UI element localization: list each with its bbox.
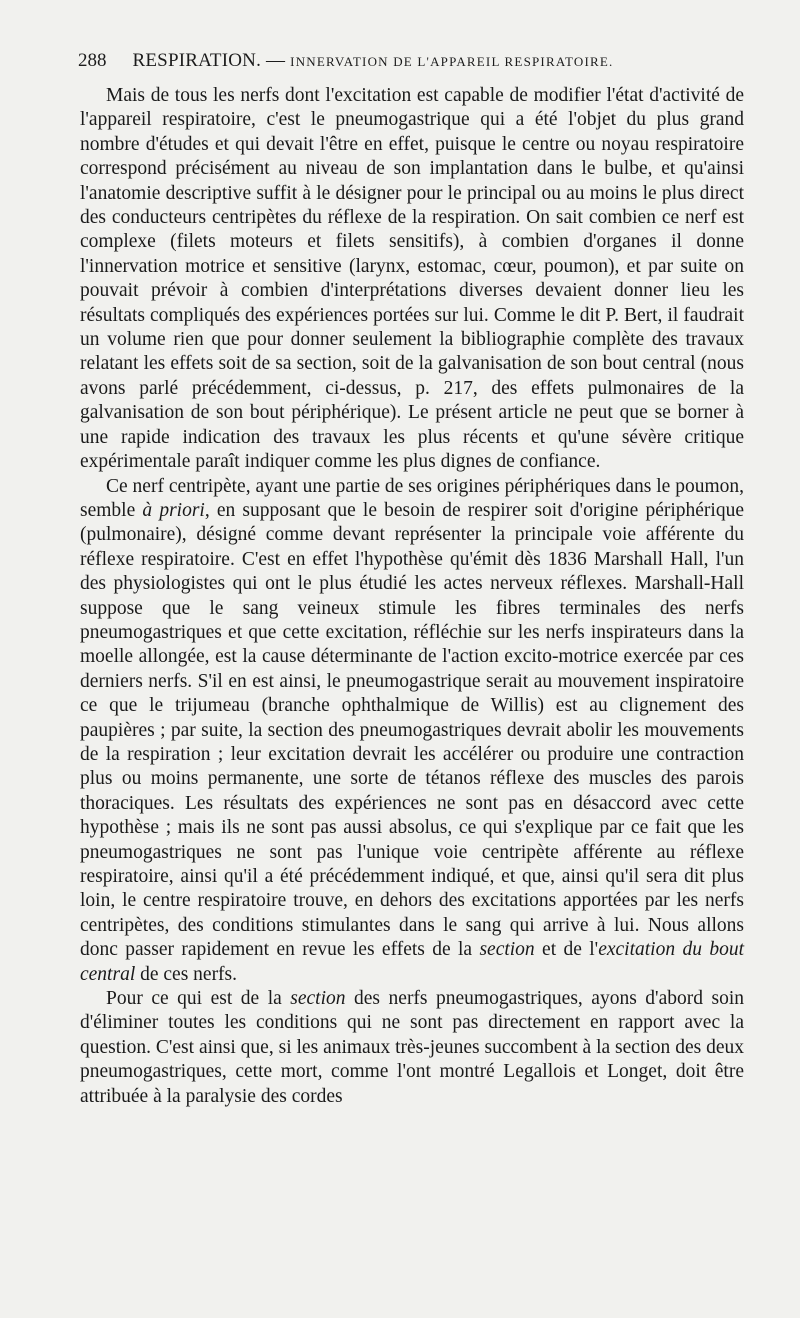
paragraph-3: [80, 987, 744, 1109]
page-header: [78, 50, 758, 76]
text-run: de ces nerfs.: [135, 963, 238, 985]
text-run: Ce nerf centripète, ayant une partie de ses origines périphériques dans le poumon, semble: [80, 475, 744, 521]
running-title: RESPIRATION.: [132, 50, 262, 71]
italic-run: excitation du bout central: [80, 939, 744, 985]
paragraph-1: [80, 84, 744, 475]
header-dash: —: [261, 50, 291, 71]
italic-run: à priori: [142, 499, 205, 521]
section-title: INNERVATION DE L'APPAREIL RESPIRATOIRE.: [290, 54, 614, 69]
italic-run: section: [290, 988, 346, 1010]
italic-run: section: [479, 939, 535, 961]
text-run: , en supposant que le besoin de respirer soit d'origine périphérique (pulmonaire), désigné comme devant représenter la principale voie afférente du réflexe respiratoire. C'est en effet l'hypothèse qu'émit dès 1836 Marshall Hall, l'un des physiologistes qui ont le plus étudié les actes nerveux réflexes. Marshall-Hall suppose que le sang veineux stimule les fibres terminales des nerfs pneumogastriques et que cette excitation, réfléchie sur les nerfs inspirateurs dans la moelle allongée, est la cause déterminante de l'action excito-motrice exercée par ces derniers nerfs. S'il en est ainsi, le pneumogastrique serait au mouvement inspiratoire ce que le trijumeau (branche ophthalmique de Willis) est au clignement des paupières ; par suite, la section des pneumogastriques devrait abolir les mouvements de la respiration ; leur excitation devrait les accélérer ou produire une contraction plus ou moins permanente, une sorte de tétanos réflexe des muscles des parois thoraciques. Les résultats des expériences ne sont pas en désaccord avec cette hypothèse ; mais ils ne sont pas aussi absolus, ce qui s'explique par ce fait que les pneumogastriques ne sont pas l'unique voie centripète afférente au réflexe respiratoire, ainsi qu'il a été précédemment indiqué, et que, ainsi qu'il sera dit plus loin, le centre respiratoire trouve, en dehors des excitations apportées par les nerfs centripètes, des conditions stimulantes dans le sang qui arrive à lui. Nous allons donc passer rapidement en revue les effets de la: [80, 499, 744, 961]
text-run: Pour ce qui est de la: [106, 988, 291, 1010]
text-run: et de l': [534, 939, 599, 961]
text-run: des nerfs pneumogastriques, ayons d'abord soin d'éliminer toutes les conditions qui ne sont pas directement en rapport avec la question. C'est ainsi que, si les animaux très-jeunes succombent à la section des deux pneumogastriques, cette mort, comme l'ont montré Legallois et Longet, doit être attribuée à la paralysie des cordes: [80, 988, 744, 1107]
body-text: [80, 84, 744, 1109]
paragraph-2: [80, 475, 744, 988]
page-number: 288: [78, 50, 107, 71]
text-run: Mais de tous les nerfs dont l'excitation est capable de modifier l'état d'activité de l'appareil respiratoire, c'est le pneumogastrique qui a été l'objet du plus grand nombre d'études et qui devait l'être en effet, puisque le centre ou noyau respiratoire correspond précisément au niveau de son implantation dans le bulbe, et qu'ainsi l'anatomie descriptive suffit à le désigner pour le principal ou au moins le plus direct des conducteurs centripètes du réflexe de la respiration. On sait combien ce nerf est complexe (filets moteurs et filets sensitifs), à combien d'organes il donne l'innervation motrice et sensitive (larynx, estomac, cœur, poumon), et par suite on pouvait prévoir à combien d'interprétations diverses devaient donner lieu les résultats compliqués des expériences portées sur lui. Comme le dit P. Bert, il faudrait un volume rien que pour donner seulement la bibliographie complète des travaux relatant les effets soit de sa section, soit de la galvanisation de son bout central (nous avons parlé précédemment, ci-dessus, p. 217, des effets pulmonaires de la galvanisation de son bout périphérique). Le présent article ne peut que se borner à une rapide indication des travaux les plus récents et qu'une sévère critique expérimentale paraît indiquer comme les plus dignes de confiance.: [80, 85, 744, 473]
